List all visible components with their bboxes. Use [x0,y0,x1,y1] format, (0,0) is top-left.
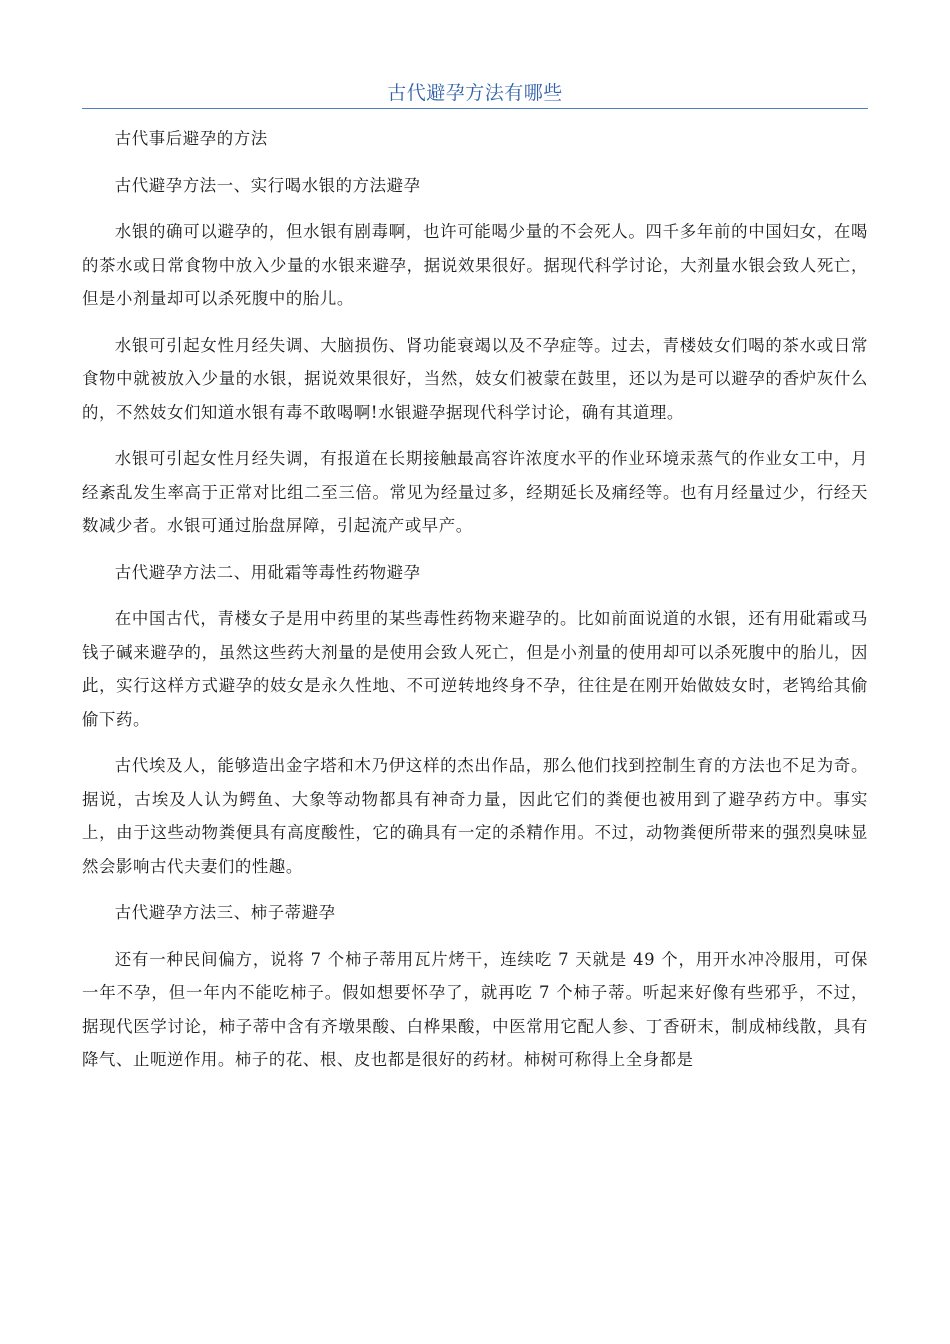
page-header [82,78,868,109]
paragraph: 水银的确可以避孕的，但水银有剧毒啊，也许可能喝少量的不会死人。四千多年前的中国妇女，在喝的茶水或日常食物中放入少量的水银来避孕，据说效果很好。据现代科学讨论，大剂量水银会致人死亡，但是小剂量却可以杀死腹中的胎儿。 [82,222,868,308]
section-heading: 古代事后避孕的方法 [114,129,268,148]
document-body [82,122,868,1090]
paragraph: 还有一种民间偏方，说将 7 个柿子蒂用瓦片烤干，连续吃 7 天就是 49 个，用开水冲冷服用，可保一年不孕，但一年内不能吃柿子。假如想要怀孕了，就再吃 7 个柿子蒂。听起来好像有些邪乎，不过，据现代医学讨论，柿子蒂中含有齐墩果酸、白桦果酸，中医常用它配人参、丁香研末，制成柿线散，具有降气、止呃逆作用。柿子的花、根、皮也都是很好的药材。柿树可称得上全身都是 [82,949,868,1069]
paragraph: 在中国古代，青楼女子是用中药里的某些毒性药物来避孕的。比如前面说道的水银，还有用砒霜或马钱子碱来避孕的，虽然这些药大剂量的是使用会致人死亡，但是小剂量的使用却可以杀死腹中的胎儿，因此，实行这样方式避孕的妓女是永久性地、不可逆转地终身不孕，往往是在刚开始做妓女时，老鸨给其偷偷下药。 [82,609,868,729]
document-title: 古代避孕方法有哪些 [387,82,563,104]
paragraph: 古代埃及人，能够造出金字塔和木乃伊这样的杰出作品，那么他们找到控制生育的方法也不足为奇。据说，古埃及人认为鳄鱼、大象等动物都具有神奇力量，因此它们的粪便也被用到了避孕药方中。事实上，由于这些动物粪便具有高度酸性，它的确具有一定的杀精作用。不过，动物粪便所带来的强烈臭味显然会影响古代夫妻们的性趣。 [82,756,868,876]
section-heading: 古代避孕方法三、柿子蒂避孕 [114,903,336,922]
section-heading: 古代避孕方法二、用砒霜等毒性药物避孕 [114,562,421,582]
section-heading: 古代避孕方法一、实行喝水银的方法避孕 [114,175,421,195]
paragraph: 水银可引起女性月经失调，有报道在长期接触最高容许浓度水平的作业环境汞蒸气的作业女工中，月经紊乱发生率高于正常对比组二至三倍。常见为经量过多，经期延长及痛经等。也有月经量过少，行经天数减少者。水银可通过胎盘屏障，引起流产或早产。 [82,449,868,535]
paragraph: 水银可引起女性月经失调、大脑损伤、肾功能衰竭以及不孕症等。过去，青楼妓女们喝的茶水或日常食物中就被放入少量的水银，据说效果很好，当然，妓女们被蒙在鼓里，还以为是可以避孕的香炉灰什么的，不然妓女们知道水银有毒不敢喝啊!水银避孕据现代科学讨论，确有其道理。 [82,335,868,422]
